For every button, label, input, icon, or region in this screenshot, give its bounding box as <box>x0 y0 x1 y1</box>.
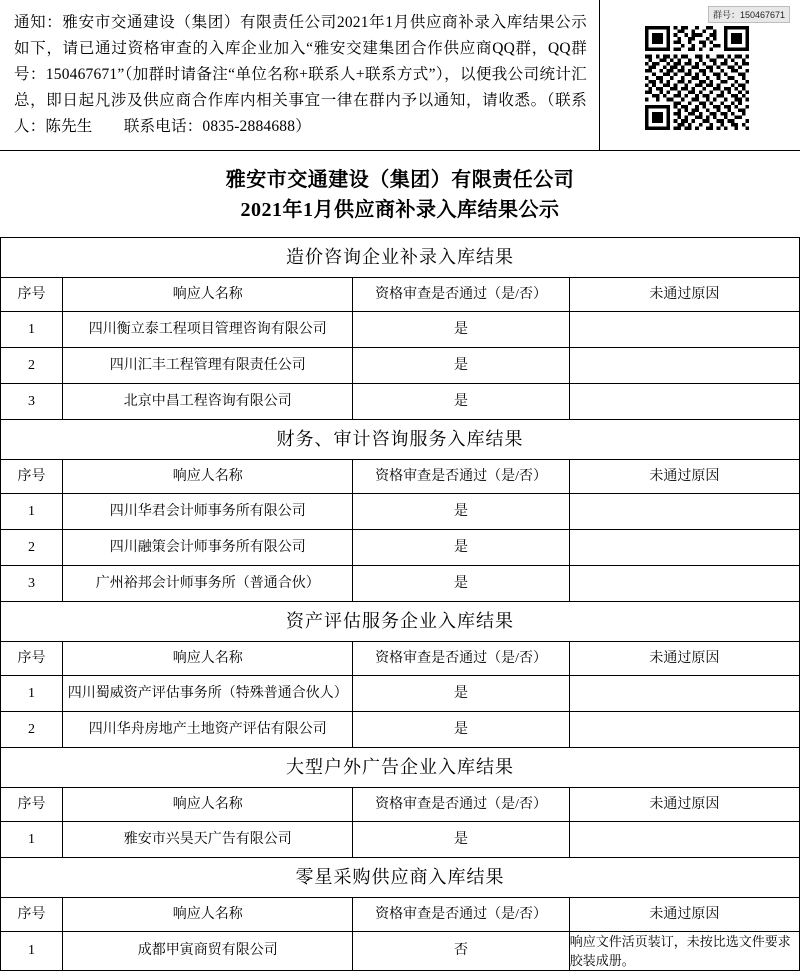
failure-reason <box>569 676 799 712</box>
column-header-row <box>1 898 800 932</box>
row-index: 1 <box>1 932 63 971</box>
table-row <box>1 384 800 420</box>
failure-reason <box>569 822 799 858</box>
column-header: 未通过原因 <box>569 642 799 676</box>
qualification-result: 否 <box>353 932 569 971</box>
row-index: 1 <box>1 312 63 348</box>
column-header: 资格审查是否通过（是/否） <box>353 898 569 932</box>
column-header: 未通过原因 <box>569 460 799 494</box>
section-heading-row <box>1 602 800 642</box>
table-row <box>1 530 800 566</box>
respondent-name: 北京中昌工程咨询有限公司 <box>63 384 353 420</box>
failure-reason <box>569 566 799 602</box>
notice-block <box>0 0 800 151</box>
qualification-result: 是 <box>353 530 569 566</box>
table-row <box>1 566 800 602</box>
failure-reason <box>569 712 799 748</box>
respondent-name: 广州裕邦会计师事务所（普通合伙） <box>63 566 353 602</box>
column-header: 序号 <box>1 278 63 312</box>
section-heading: 财务、审计咨询服务入库结果 <box>1 420 800 460</box>
failure-reason <box>569 530 799 566</box>
column-header: 未通过原因 <box>569 278 799 312</box>
row-index: 1 <box>1 676 63 712</box>
column-header: 未通过原因 <box>569 898 799 932</box>
qualification-result: 是 <box>353 822 569 858</box>
failure-reason <box>569 494 799 530</box>
row-index: 3 <box>1 384 63 420</box>
section-heading: 大型户外广告企业入库结果 <box>1 748 800 788</box>
notice-text: 通知：雅安市交通建设（集团）有限责任公司2021年1月供应商补录入库结果公示如下，请已通过资格审查的入库企业加入“雅安交建集团合作供应商QQ群，QQ群号：150467671”（加群时请备注“单位名称+联系人+联系方式”），以便我公司统计汇总，即日起凡涉及供应商合作库内相关事宜一律在群内予以通知，请收悉。（联系人：陈先生 联系电话：0835-2884688） <box>0 0 600 150</box>
column-header-row <box>1 278 800 312</box>
column-header: 序号 <box>1 460 63 494</box>
respondent-name: 四川华君会计师事务所有限公司 <box>63 494 353 530</box>
title-line-2: 2021年1月供应商补录入库结果公示 <box>240 199 560 221</box>
column-header: 响应人名称 <box>63 460 353 494</box>
qualification-result: 是 <box>353 676 569 712</box>
column-header: 序号 <box>1 642 63 676</box>
respondent-name: 四川融策会计师事务所有限公司 <box>63 530 353 566</box>
table-row <box>1 494 800 530</box>
section-heading-row <box>1 748 800 788</box>
section-heading: 资产评估服务企业入库结果 <box>1 602 800 642</box>
qr-column <box>600 0 800 150</box>
section-heading-row <box>1 858 800 898</box>
column-header-row <box>1 642 800 676</box>
section-heading: 零星采购供应商入库结果 <box>1 858 800 898</box>
row-index: 2 <box>1 530 63 566</box>
section-heading-row <box>1 420 800 460</box>
table-row <box>1 348 800 384</box>
column-header: 资格审查是否通过（是/否） <box>353 642 569 676</box>
table-row <box>1 676 800 712</box>
table-row <box>1 712 800 748</box>
row-index: 2 <box>1 712 63 748</box>
qualification-result: 是 <box>353 712 569 748</box>
respondent-name: 成都甲寅商贸有限公司 <box>63 932 353 971</box>
section-heading: 造价咨询企业补录入库结果 <box>1 238 800 278</box>
results-table <box>0 237 800 971</box>
respondent-name: 四川华舟房地产土地资产评估有限公司 <box>63 712 353 748</box>
failure-reason: 响应文件活页装订，未按比选文件要求胶装成册。 <box>569 932 799 971</box>
column-header: 响应人名称 <box>63 642 353 676</box>
column-header: 序号 <box>1 788 63 822</box>
column-header: 响应人名称 <box>63 278 353 312</box>
qr-group-label: 群号：150467671 <box>708 6 790 23</box>
row-index: 1 <box>1 494 63 530</box>
column-header: 资格审查是否通过（是/否） <box>353 460 569 494</box>
qr-code-icon <box>645 26 749 130</box>
row-index: 2 <box>1 348 63 384</box>
qualification-result: 是 <box>353 312 569 348</box>
failure-reason <box>569 312 799 348</box>
column-header: 序号 <box>1 898 63 932</box>
respondent-name: 雅安市兴昊天广告有限公司 <box>63 822 353 858</box>
column-header: 资格审查是否通过（是/否） <box>353 278 569 312</box>
row-index: 1 <box>1 822 63 858</box>
table-row <box>1 932 800 971</box>
column-header-row <box>1 460 800 494</box>
respondent-name: 四川蜀威资产评估事务所（特殊普通合伙人） <box>63 676 353 712</box>
column-header: 响应人名称 <box>63 788 353 822</box>
failure-reason <box>569 348 799 384</box>
qualification-result: 是 <box>353 566 569 602</box>
respondent-name: 四川汇丰工程管理有限责任公司 <box>63 348 353 384</box>
qualification-result: 是 <box>353 384 569 420</box>
respondent-name: 四川衡立泰工程项目管理咨询有限公司 <box>63 312 353 348</box>
column-header-row <box>1 788 800 822</box>
qualification-result: 是 <box>353 348 569 384</box>
column-header: 资格审查是否通过（是/否） <box>353 788 569 822</box>
column-header: 未通过原因 <box>569 788 799 822</box>
column-header: 响应人名称 <box>63 898 353 932</box>
section-heading-row <box>1 238 800 278</box>
failure-reason <box>569 384 799 420</box>
qualification-result: 是 <box>353 494 569 530</box>
page-title <box>0 151 800 237</box>
table-row <box>1 312 800 348</box>
row-index: 3 <box>1 566 63 602</box>
title-line-1: 雅安市交通建设（集团）有限责任公司 <box>225 169 575 191</box>
table-row <box>1 822 800 858</box>
